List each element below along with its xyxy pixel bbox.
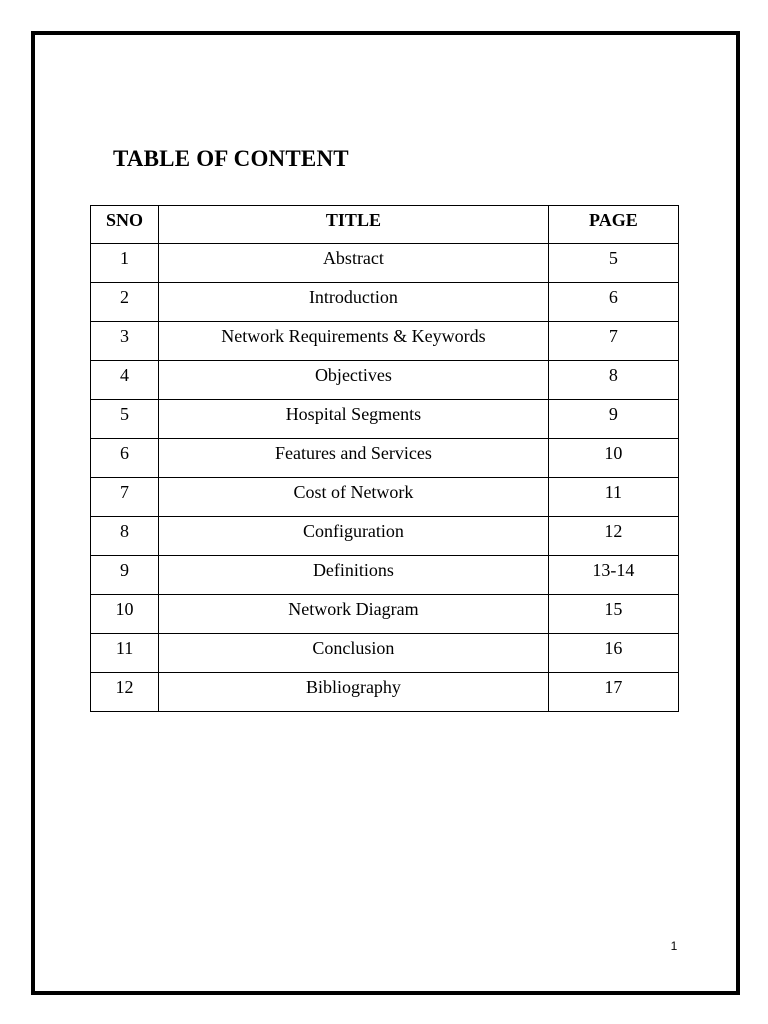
row-title: Introduction xyxy=(159,283,549,322)
row-title: Cost of Network xyxy=(159,478,549,517)
toc-table xyxy=(90,205,679,712)
header-title: TITLE xyxy=(159,206,549,244)
row-title: Features and Services xyxy=(159,439,549,478)
row-sno: 6 xyxy=(91,439,159,478)
row-title: Hospital Segments xyxy=(159,400,549,439)
row-title: Objectives xyxy=(159,361,549,400)
row-page: 15 xyxy=(548,595,678,634)
row-sno: 8 xyxy=(91,517,159,556)
row-page: 10 xyxy=(548,439,678,478)
row-title: Network Requirements & Keywords xyxy=(159,322,549,361)
header-page: PAGE xyxy=(548,206,678,244)
table-row xyxy=(91,595,679,634)
row-page: 11 xyxy=(548,478,678,517)
row-sno: 3 xyxy=(91,322,159,361)
row-page: 5 xyxy=(548,244,678,283)
table-row xyxy=(91,322,679,361)
row-page: 13-14 xyxy=(548,556,678,595)
row-sno: 11 xyxy=(91,634,159,673)
row-page: 12 xyxy=(548,517,678,556)
table-row xyxy=(91,439,679,478)
row-title: Configuration xyxy=(159,517,549,556)
table-row xyxy=(91,283,679,322)
row-sno: 1 xyxy=(91,244,159,283)
row-page: 6 xyxy=(548,283,678,322)
row-page: 7 xyxy=(548,322,678,361)
table-row xyxy=(91,244,679,283)
table-row xyxy=(91,361,679,400)
table-header-row xyxy=(91,206,679,244)
row-page: 16 xyxy=(548,634,678,673)
page-number: 1 xyxy=(670,939,678,953)
row-page: 9 xyxy=(548,400,678,439)
row-sno: 2 xyxy=(91,283,159,322)
row-title: Abstract xyxy=(159,244,549,283)
header-sno: SNO xyxy=(91,206,159,244)
row-sno: 12 xyxy=(91,673,159,712)
table-row xyxy=(91,400,679,439)
row-title: Definitions xyxy=(159,556,549,595)
row-page: 17 xyxy=(548,673,678,712)
table-row xyxy=(91,517,679,556)
table-row xyxy=(91,634,679,673)
row-title: Network Diagram xyxy=(159,595,549,634)
table-row xyxy=(91,556,679,595)
row-title: Bibliography xyxy=(159,673,549,712)
row-sno: 4 xyxy=(91,361,159,400)
table-row xyxy=(91,478,679,517)
row-sno: 10 xyxy=(91,595,159,634)
row-sno: 7 xyxy=(91,478,159,517)
row-sno: 9 xyxy=(91,556,159,595)
table-row xyxy=(91,673,679,712)
row-page: 8 xyxy=(548,361,678,400)
row-sno: 5 xyxy=(91,400,159,439)
row-title: Conclusion xyxy=(159,634,549,673)
document-title: TABLE OF CONTENT xyxy=(113,146,349,171)
